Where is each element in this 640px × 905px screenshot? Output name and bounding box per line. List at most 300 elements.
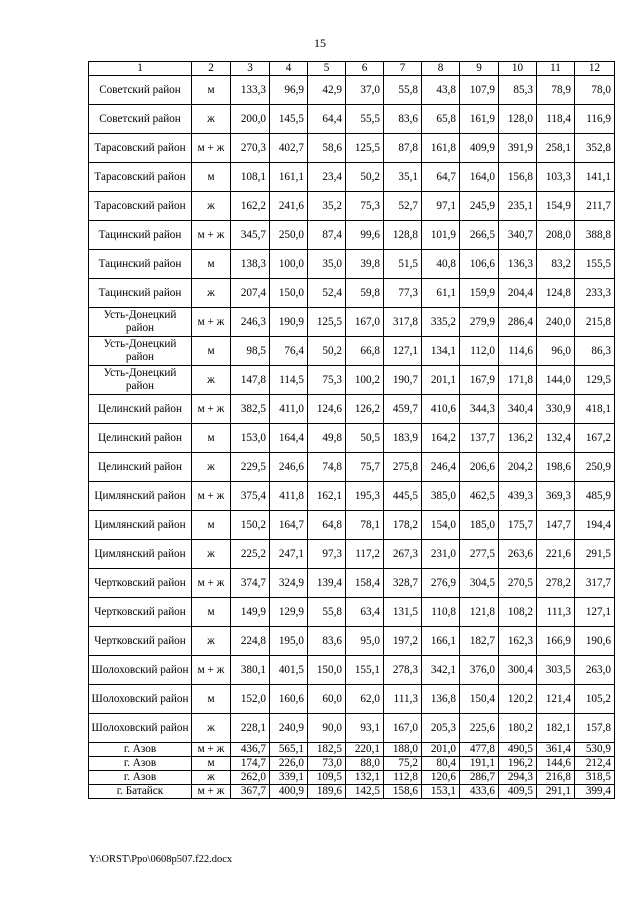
column-header-5: 5 [308,62,346,76]
value-cell: 411,0 [270,395,308,424]
region-name-cell: Тарасовский район [89,192,192,221]
value-cell: 166,1 [422,627,460,656]
value-cell: 88,0 [346,757,384,771]
table-row [89,76,615,105]
value-cell: 125,5 [346,134,384,163]
value-cell: 197,2 [384,627,422,656]
table-row [89,482,615,511]
value-cell: 154,0 [422,511,460,540]
value-cell: 108,1 [231,163,270,192]
region-name-cell: Советский район [89,76,192,105]
value-cell: 64,4 [308,105,346,134]
sex-cell: ж [192,627,231,656]
sex-cell: ж [192,714,231,743]
value-cell: 410,6 [422,395,460,424]
value-cell: 147,7 [537,511,575,540]
value-cell: 99,6 [346,221,384,250]
value-cell: 118,4 [537,105,575,134]
column-header-6: 6 [346,62,384,76]
value-cell: 263,0 [575,656,615,685]
value-cell: 153,0 [231,424,270,453]
table-row [89,250,615,279]
value-cell: 61,1 [422,279,460,308]
table-row [89,453,615,482]
value-cell: 164,7 [270,511,308,540]
value-cell: 324,9 [270,569,308,598]
value-cell: 190,6 [575,627,615,656]
value-cell: 317,8 [384,308,422,337]
value-cell: 250,9 [575,453,615,482]
value-cell: 241,6 [270,192,308,221]
value-cell: 294,3 [499,771,537,785]
value-cell: 367,7 [231,785,270,799]
value-cell: 380,1 [231,656,270,685]
value-cell: 399,4 [575,785,615,799]
value-cell: 100,0 [270,250,308,279]
table-row [89,192,615,221]
column-header-12: 12 [575,62,615,76]
value-cell: 75,3 [308,366,346,395]
value-cell: 121,4 [537,685,575,714]
sex-cell: м + ж [192,134,231,163]
value-cell: 490,5 [499,743,537,757]
value-cell: 278,3 [384,656,422,685]
sex-cell: м + ж [192,308,231,337]
value-cell: 129,9 [270,598,308,627]
value-cell: 258,1 [537,134,575,163]
value-cell: 211,7 [575,192,615,221]
sex-cell: ж [192,105,231,134]
value-cell: 361,4 [537,743,575,757]
table-body [89,76,615,799]
value-cell: 85,3 [499,76,537,105]
value-cell: 240,0 [537,308,575,337]
value-cell: 188,0 [384,743,422,757]
value-cell: 86,3 [575,337,615,366]
table-row [89,785,615,799]
value-cell: 105,2 [575,685,615,714]
value-cell: 276,9 [422,569,460,598]
value-cell: 335,2 [422,308,460,337]
sex-cell: м + ж [192,569,231,598]
value-cell: 142,5 [346,785,384,799]
region-name-cell: Тарасовский район [89,134,192,163]
value-cell: 49,8 [308,424,346,453]
value-cell: 382,5 [231,395,270,424]
value-cell: 139,4 [308,569,346,598]
value-cell: 330,9 [537,395,575,424]
value-cell: 167,9 [460,366,499,395]
value-cell: 97,3 [308,540,346,569]
value-cell: 73,0 [308,757,346,771]
value-cell: 50,5 [346,424,384,453]
column-header-7: 7 [384,62,422,76]
value-cell: 161,9 [460,105,499,134]
sex-cell: м [192,685,231,714]
value-cell: 196,2 [499,757,537,771]
value-cell: 126,2 [346,395,384,424]
value-cell: 121,8 [460,598,499,627]
value-cell: 35,2 [308,192,346,221]
value-cell: 128,0 [499,105,537,134]
value-cell: 90,0 [308,714,346,743]
value-cell: 131,5 [384,598,422,627]
sex-cell: ж [192,192,231,221]
value-cell: 39,8 [346,250,384,279]
value-cell: 194,4 [575,511,615,540]
value-cell: 439,3 [499,482,537,511]
value-cell: 376,0 [460,656,499,685]
value-cell: 149,9 [231,598,270,627]
value-cell: 23,4 [308,163,346,192]
value-cell: 153,1 [422,785,460,799]
value-cell: 60,0 [308,685,346,714]
value-cell: 182,1 [537,714,575,743]
value-cell: 190,7 [384,366,422,395]
value-cell: 63,4 [346,598,384,627]
value-cell: 136,3 [499,250,537,279]
region-name-cell: Шолоховский район [89,656,192,685]
value-cell: 106,6 [460,250,499,279]
table-row [89,540,615,569]
value-cell: 328,7 [384,569,422,598]
value-cell: 147,8 [231,366,270,395]
value-cell: 96,9 [270,76,308,105]
value-cell: 111,3 [537,598,575,627]
value-cell: 388,8 [575,221,615,250]
value-cell: 226,0 [270,757,308,771]
region-name-cell: Усть-Донецкий район [89,337,192,366]
value-cell: 436,7 [231,743,270,757]
table-row [89,366,615,395]
value-cell: 98,5 [231,337,270,366]
value-cell: 101,9 [422,221,460,250]
value-cell: 182,5 [308,743,346,757]
value-cell: 164,4 [270,424,308,453]
value-cell: 164,2 [422,424,460,453]
region-name-cell: г. Азов [89,757,192,771]
value-cell: 35,0 [308,250,346,279]
table-row [89,221,615,250]
page-number: 15 [314,36,326,50]
value-cell: 286,7 [460,771,499,785]
value-cell: 190,9 [270,308,308,337]
value-cell: 385,0 [422,482,460,511]
table-row [89,685,615,714]
sex-cell: м [192,163,231,192]
value-cell: 201,0 [422,743,460,757]
value-cell: 245,9 [460,192,499,221]
value-cell: 114,6 [499,337,537,366]
value-cell: 409,5 [499,785,537,799]
value-cell: 375,4 [231,482,270,511]
value-cell: 352,8 [575,134,615,163]
table-row [89,771,615,785]
value-cell: 409,9 [460,134,499,163]
statistics-table [88,61,615,799]
value-cell: 64,8 [308,511,346,540]
value-cell: 401,5 [270,656,308,685]
value-cell: 157,8 [575,714,615,743]
value-cell: 445,5 [384,482,422,511]
value-cell: 124,6 [308,395,346,424]
value-cell: 204,2 [499,453,537,482]
value-cell: 225,2 [231,540,270,569]
footer-file-path: Y:\ORST\Ppo\0608p507.f22.docx [89,854,233,865]
value-cell: 374,7 [231,569,270,598]
value-cell: 103,3 [537,163,575,192]
sex-cell: м [192,757,231,771]
column-header-4: 4 [270,62,308,76]
value-cell: 339,1 [270,771,308,785]
value-cell: 100,2 [346,366,384,395]
region-name-cell: Целинский район [89,424,192,453]
value-cell: 155,5 [575,250,615,279]
value-cell: 275,8 [384,453,422,482]
value-cell: 291,1 [537,785,575,799]
sex-cell: м + ж [192,656,231,685]
value-cell: 77,3 [384,279,422,308]
value-cell: 224,8 [231,627,270,656]
region-name-cell: Цимлянский район [89,540,192,569]
value-cell: 43,8 [422,76,460,105]
value-cell: 75,7 [346,453,384,482]
value-cell: 66,8 [346,337,384,366]
value-cell: 76,4 [270,337,308,366]
table-row [89,279,615,308]
value-cell: 125,5 [308,308,346,337]
value-cell: 229,5 [231,453,270,482]
value-cell: 114,5 [270,366,308,395]
value-cell: 215,8 [575,308,615,337]
sex-cell: м [192,76,231,105]
sex-cell: м + ж [192,785,231,799]
region-name-cell: Советский район [89,105,192,134]
value-cell: 180,2 [499,714,537,743]
value-cell: 462,5 [460,482,499,511]
sex-cell: м [192,424,231,453]
value-cell: 208,0 [537,221,575,250]
value-cell: 246,3 [231,308,270,337]
value-cell: 35,1 [384,163,422,192]
value-cell: 174,7 [231,757,270,771]
region-name-cell: Шолоховский район [89,685,192,714]
value-cell: 477,8 [460,743,499,757]
value-cell: 150,0 [270,279,308,308]
value-cell: 59,8 [346,279,384,308]
value-cell: 120,2 [499,685,537,714]
table-row [89,757,615,771]
value-cell: 318,5 [575,771,615,785]
value-cell: 74,8 [308,453,346,482]
value-cell: 133,3 [231,76,270,105]
value-cell: 134,1 [422,337,460,366]
table-header [89,62,615,76]
value-cell: 95,0 [346,627,384,656]
column-header-1: 1 [89,62,192,76]
column-header-3: 3 [231,62,270,76]
value-cell: 107,9 [460,76,499,105]
value-cell: 87,8 [384,134,422,163]
region-name-cell: г. Азов [89,743,192,757]
value-cell: 141,1 [575,163,615,192]
value-cell: 459,7 [384,395,422,424]
table-row [89,656,615,685]
value-cell: 160,6 [270,685,308,714]
region-name-cell: Тацинский район [89,250,192,279]
value-cell: 246,4 [422,453,460,482]
value-cell: 78,1 [346,511,384,540]
table-row [89,627,615,656]
value-cell: 228,1 [231,714,270,743]
column-header-8: 8 [422,62,460,76]
column-header-11: 11 [537,62,575,76]
value-cell: 132,4 [537,424,575,453]
value-cell: 185,0 [460,511,499,540]
value-cell: 55,5 [346,105,384,134]
region-name-cell: Тацинский район [89,279,192,308]
value-cell: 200,0 [231,105,270,134]
value-cell: 195,0 [270,627,308,656]
value-cell: 55,8 [384,76,422,105]
table-row [89,134,615,163]
column-header-9: 9 [460,62,499,76]
value-cell: 182,7 [460,627,499,656]
sex-cell: м [192,250,231,279]
table-row [89,714,615,743]
sex-cell: м + ж [192,482,231,511]
value-cell: 279,9 [460,308,499,337]
value-cell: 137,7 [460,424,499,453]
value-cell: 162,2 [231,192,270,221]
value-cell: 129,5 [575,366,615,395]
region-name-cell: Усть-Донецкий район [89,308,192,337]
region-name-cell: Целинский район [89,453,192,482]
region-name-cell: Усть-Донецкий район [89,366,192,395]
value-cell: 167,0 [384,714,422,743]
value-cell: 278,2 [537,569,575,598]
value-cell: 164,0 [460,163,499,192]
value-cell: 530,9 [575,743,615,757]
value-cell: 175,7 [499,511,537,540]
value-cell: 247,1 [270,540,308,569]
value-cell: 189,6 [308,785,346,799]
value-cell: 233,3 [575,279,615,308]
value-cell: 303,5 [537,656,575,685]
value-cell: 62,0 [346,685,384,714]
value-cell: 108,2 [499,598,537,627]
value-cell: 291,5 [575,540,615,569]
value-cell: 221,6 [537,540,575,569]
value-cell: 433,6 [460,785,499,799]
value-cell: 154,9 [537,192,575,221]
value-cell: 145,5 [270,105,308,134]
value-cell: 51,5 [384,250,422,279]
value-cell: 117,2 [346,540,384,569]
value-cell: 207,4 [231,279,270,308]
sex-cell: ж [192,279,231,308]
value-cell: 75,3 [346,192,384,221]
region-name-cell: Целинский район [89,395,192,424]
value-cell: 112,8 [384,771,422,785]
value-cell: 78,9 [537,76,575,105]
value-cell: 50,2 [308,337,346,366]
value-cell: 136,2 [499,424,537,453]
value-cell: 171,8 [499,366,537,395]
value-cell: 80,4 [422,757,460,771]
region-name-cell: Цимлянский район [89,511,192,540]
table-row [89,569,615,598]
value-cell: 216,8 [537,771,575,785]
value-cell: 116,9 [575,105,615,134]
table-row [89,424,615,453]
value-cell: 340,7 [499,221,537,250]
value-cell: 97,1 [422,192,460,221]
value-cell: 136,8 [422,685,460,714]
sex-cell: м + ж [192,395,231,424]
value-cell: 158,4 [346,569,384,598]
table-row [89,743,615,757]
value-cell: 83,2 [537,250,575,279]
column-header-2: 2 [192,62,231,76]
value-cell: 402,7 [270,134,308,163]
value-cell: 55,8 [308,598,346,627]
value-cell: 128,8 [384,221,422,250]
value-cell: 267,3 [384,540,422,569]
value-cell: 52,7 [384,192,422,221]
value-cell: 159,9 [460,279,499,308]
table-row [89,598,615,627]
value-cell: 144,0 [537,366,575,395]
sex-cell: м [192,511,231,540]
value-cell: 286,4 [499,308,537,337]
value-cell: 345,7 [231,221,270,250]
value-cell: 124,8 [537,279,575,308]
value-cell: 50,2 [346,163,384,192]
value-cell: 262,0 [231,771,270,785]
value-cell: 150,0 [308,656,346,685]
value-cell: 144,6 [537,757,575,771]
table-row [89,395,615,424]
value-cell: 266,5 [460,221,499,250]
value-cell: 161,8 [422,134,460,163]
value-cell: 183,9 [384,424,422,453]
table-row [89,105,615,134]
value-cell: 166,9 [537,627,575,656]
table-row [89,337,615,366]
sex-cell: м [192,337,231,366]
table-row [89,511,615,540]
value-cell: 167,0 [346,308,384,337]
value-cell: 400,9 [270,785,308,799]
sex-cell: м + ж [192,221,231,250]
value-cell: 195,3 [346,482,384,511]
region-name-cell: Шолоховский район [89,714,192,743]
value-cell: 250,0 [270,221,308,250]
value-cell: 565,1 [270,743,308,757]
value-cell: 205,3 [422,714,460,743]
value-cell: 220,1 [346,743,384,757]
value-cell: 162,3 [499,627,537,656]
sex-cell: м + ж [192,743,231,757]
value-cell: 212,4 [575,757,615,771]
table-row [89,163,615,192]
value-cell: 235,1 [499,192,537,221]
value-cell: 411,8 [270,482,308,511]
value-cell: 167,2 [575,424,615,453]
value-cell: 162,1 [308,482,346,511]
column-header-10: 10 [499,62,537,76]
